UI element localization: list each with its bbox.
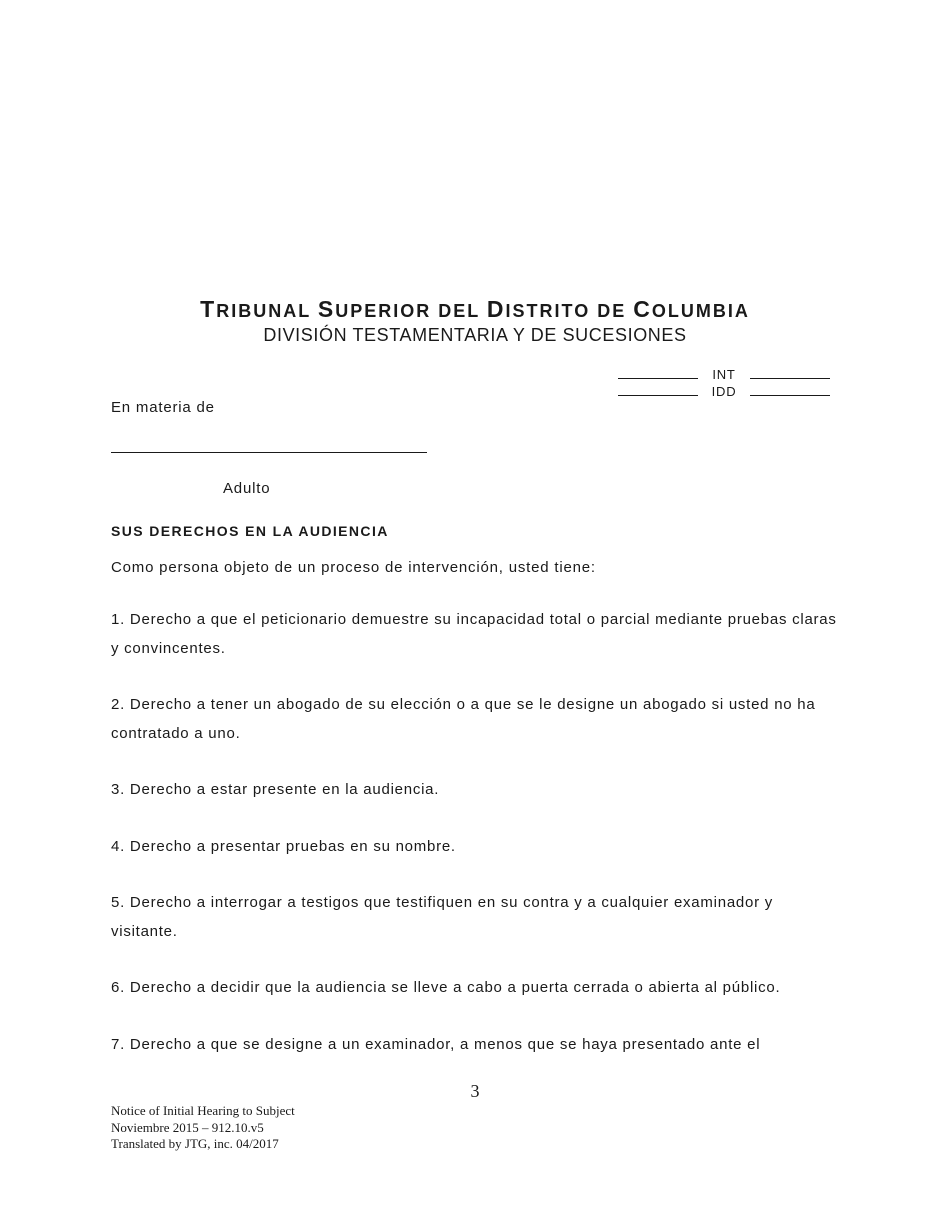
court-title-word-1: TRIBUNAL [200, 296, 318, 322]
court-title-word-4: COLUMBIA [633, 296, 750, 322]
section-intro: Como persona objeto de un proceso de intervención, usted tiene: [111, 559, 596, 576]
footer-line-3: Translated by JTG, inc. 04/2017 [111, 1136, 279, 1151]
subject-name-line[interactable] [111, 452, 427, 453]
footer-line-1: Notice of Initial Hearing to Subject [111, 1103, 295, 1118]
right-item-4: 4. Derecho a presentar pruebas en su nombre. [111, 837, 456, 855]
case-number-box [618, 366, 830, 400]
right-item-6: 6. Derecho a decidir que la audiencia se lleve a cabo a puerta cerrada o abierta al público. [111, 979, 781, 996]
int-right-blank[interactable] [750, 366, 830, 379]
idd-row [618, 383, 830, 400]
matter-label: En materia de [111, 399, 215, 416]
idd-left-blank[interactable] [618, 383, 698, 396]
adult-label: Adulto [223, 480, 271, 497]
right-item-1: 1. Derecho a que el peticionario demuestre su incapacidad total o parcial mediante pruebas claras y convincentes. [111, 611, 837, 657]
int-row [618, 366, 830, 383]
int-label: INT [712, 367, 736, 382]
int-left-blank[interactable] [618, 366, 698, 379]
right-item-5: 5. Derecho a interrogar a testigos que testifiquen en su contra y a cualquier examinador y visitante. [111, 894, 774, 940]
court-title-word-3: DISTRITO DE [486, 296, 634, 322]
court-title-word-2: SUPERIOR DEL [317, 296, 487, 322]
right-item-7: 7. Derecho a que se designe a un examinador, a menos que se haya presentado ante el [111, 1035, 761, 1053]
document-footer [111, 1103, 295, 1153]
division-subtitle: DIVISIÓN TESTAMENTARIA Y DE SUCESIONES [263, 325, 687, 345]
rights-list [111, 606, 841, 1087]
idd-label: IDD [711, 384, 737, 399]
idd-right-blank[interactable] [750, 383, 830, 396]
section-heading: SUS DERECHOS EN LA AUDIENCIA [111, 523, 389, 539]
footer-line-2: Noviembre 2015 – 912.10.v5 [111, 1119, 264, 1135]
right-item-3: 3. Derecho a estar presente en la audiencia. [111, 781, 440, 798]
page-number: 3 [470, 1081, 480, 1101]
right-item-2: 2. Derecho a tener un abogado de su elección o a que se le designe un abogado si usted no ha contratado a uno. [111, 696, 816, 742]
